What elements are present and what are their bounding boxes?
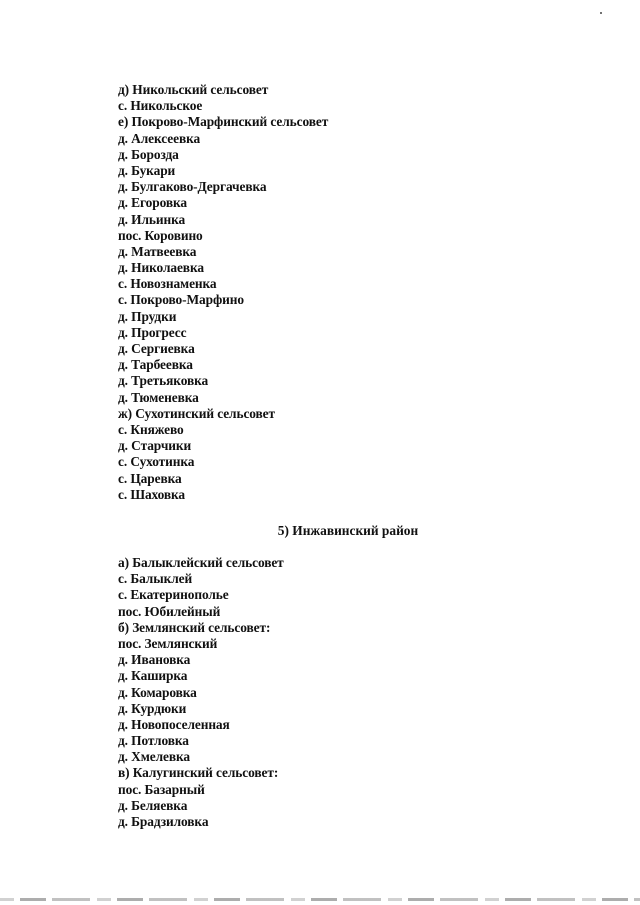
list-line: пос. Землянский bbox=[118, 635, 218, 651]
list-line: пос. Коровино bbox=[118, 227, 203, 243]
list-line: е) Покрово-Марфинский сельсовет bbox=[118, 114, 329, 130]
list-line: с. Новознаменка bbox=[118, 276, 217, 292]
list-line: с. Никольское bbox=[118, 98, 203, 114]
scan-speck bbox=[600, 12, 602, 14]
list-line: д. Старчики bbox=[118, 438, 192, 454]
list-line: с. Балыклей bbox=[118, 571, 193, 587]
list-line: д. Матвеевка bbox=[118, 243, 197, 259]
section-heading: 5) Инжавинский район bbox=[277, 523, 419, 538]
list-line: б) Землянский сельсовет: bbox=[118, 619, 271, 635]
list-line: д. Тарбеевка bbox=[118, 357, 193, 373]
list-line: д. Тюменевка bbox=[118, 389, 199, 405]
list-line: д. Третьяковка bbox=[118, 373, 209, 389]
settlement-list-block-1 bbox=[118, 82, 328, 503]
list-line: в) Калугинский сельсовет: bbox=[118, 765, 279, 781]
list-line: д. Прудки bbox=[118, 308, 177, 324]
list-line: д. Комаровка bbox=[118, 684, 197, 700]
list-line: с. Княжево bbox=[118, 421, 184, 437]
list-line: д. Новопоселенная bbox=[118, 716, 230, 732]
list-line: д. Булгаково-Дергачевка bbox=[118, 179, 267, 195]
list-line: д. Букари bbox=[118, 162, 176, 178]
list-line: д. Ильинка bbox=[118, 211, 186, 227]
list-line: с. Сухотинка bbox=[118, 454, 195, 470]
list-line: с. Шаховка bbox=[118, 486, 186, 502]
list-line: д. Брадзиловка bbox=[118, 814, 209, 829]
list-line: с. Покрово-Марфино bbox=[118, 292, 244, 308]
list-line: с. Екатеринополье bbox=[118, 587, 229, 603]
list-line: пос. Юбилейный bbox=[118, 603, 221, 619]
list-line: ж) Сухотинский сельсовет bbox=[118, 405, 275, 421]
list-line: д. Ивановка bbox=[118, 652, 191, 668]
list-line: д. Потловка bbox=[118, 733, 189, 749]
list-line: д. Хмелевка bbox=[118, 749, 190, 765]
list-line: д. Борозда bbox=[118, 146, 179, 162]
list-line: д. Курдюки bbox=[118, 700, 187, 716]
list-line: д. Прогресс bbox=[118, 324, 187, 340]
list-line: д. Беляевка bbox=[118, 797, 188, 813]
list-line: пос. Базарный bbox=[118, 781, 205, 797]
list-line: д. Сергиевка bbox=[118, 341, 195, 356]
list-line: д. Николаевка bbox=[118, 260, 204, 276]
list-line: д. Каширка bbox=[118, 668, 188, 684]
list-line: д. Алексеевка bbox=[118, 130, 201, 146]
list-line: с. Царевка bbox=[118, 470, 182, 486]
settlement-list-block-2 bbox=[118, 555, 284, 830]
scan-bottom-edge bbox=[0, 898, 640, 901]
list-line: д) Никольский сельсовет bbox=[118, 82, 269, 97]
list-line: д. Егоровка bbox=[118, 195, 187, 211]
list-line: а) Балыклейский сельсовет bbox=[118, 555, 284, 570]
